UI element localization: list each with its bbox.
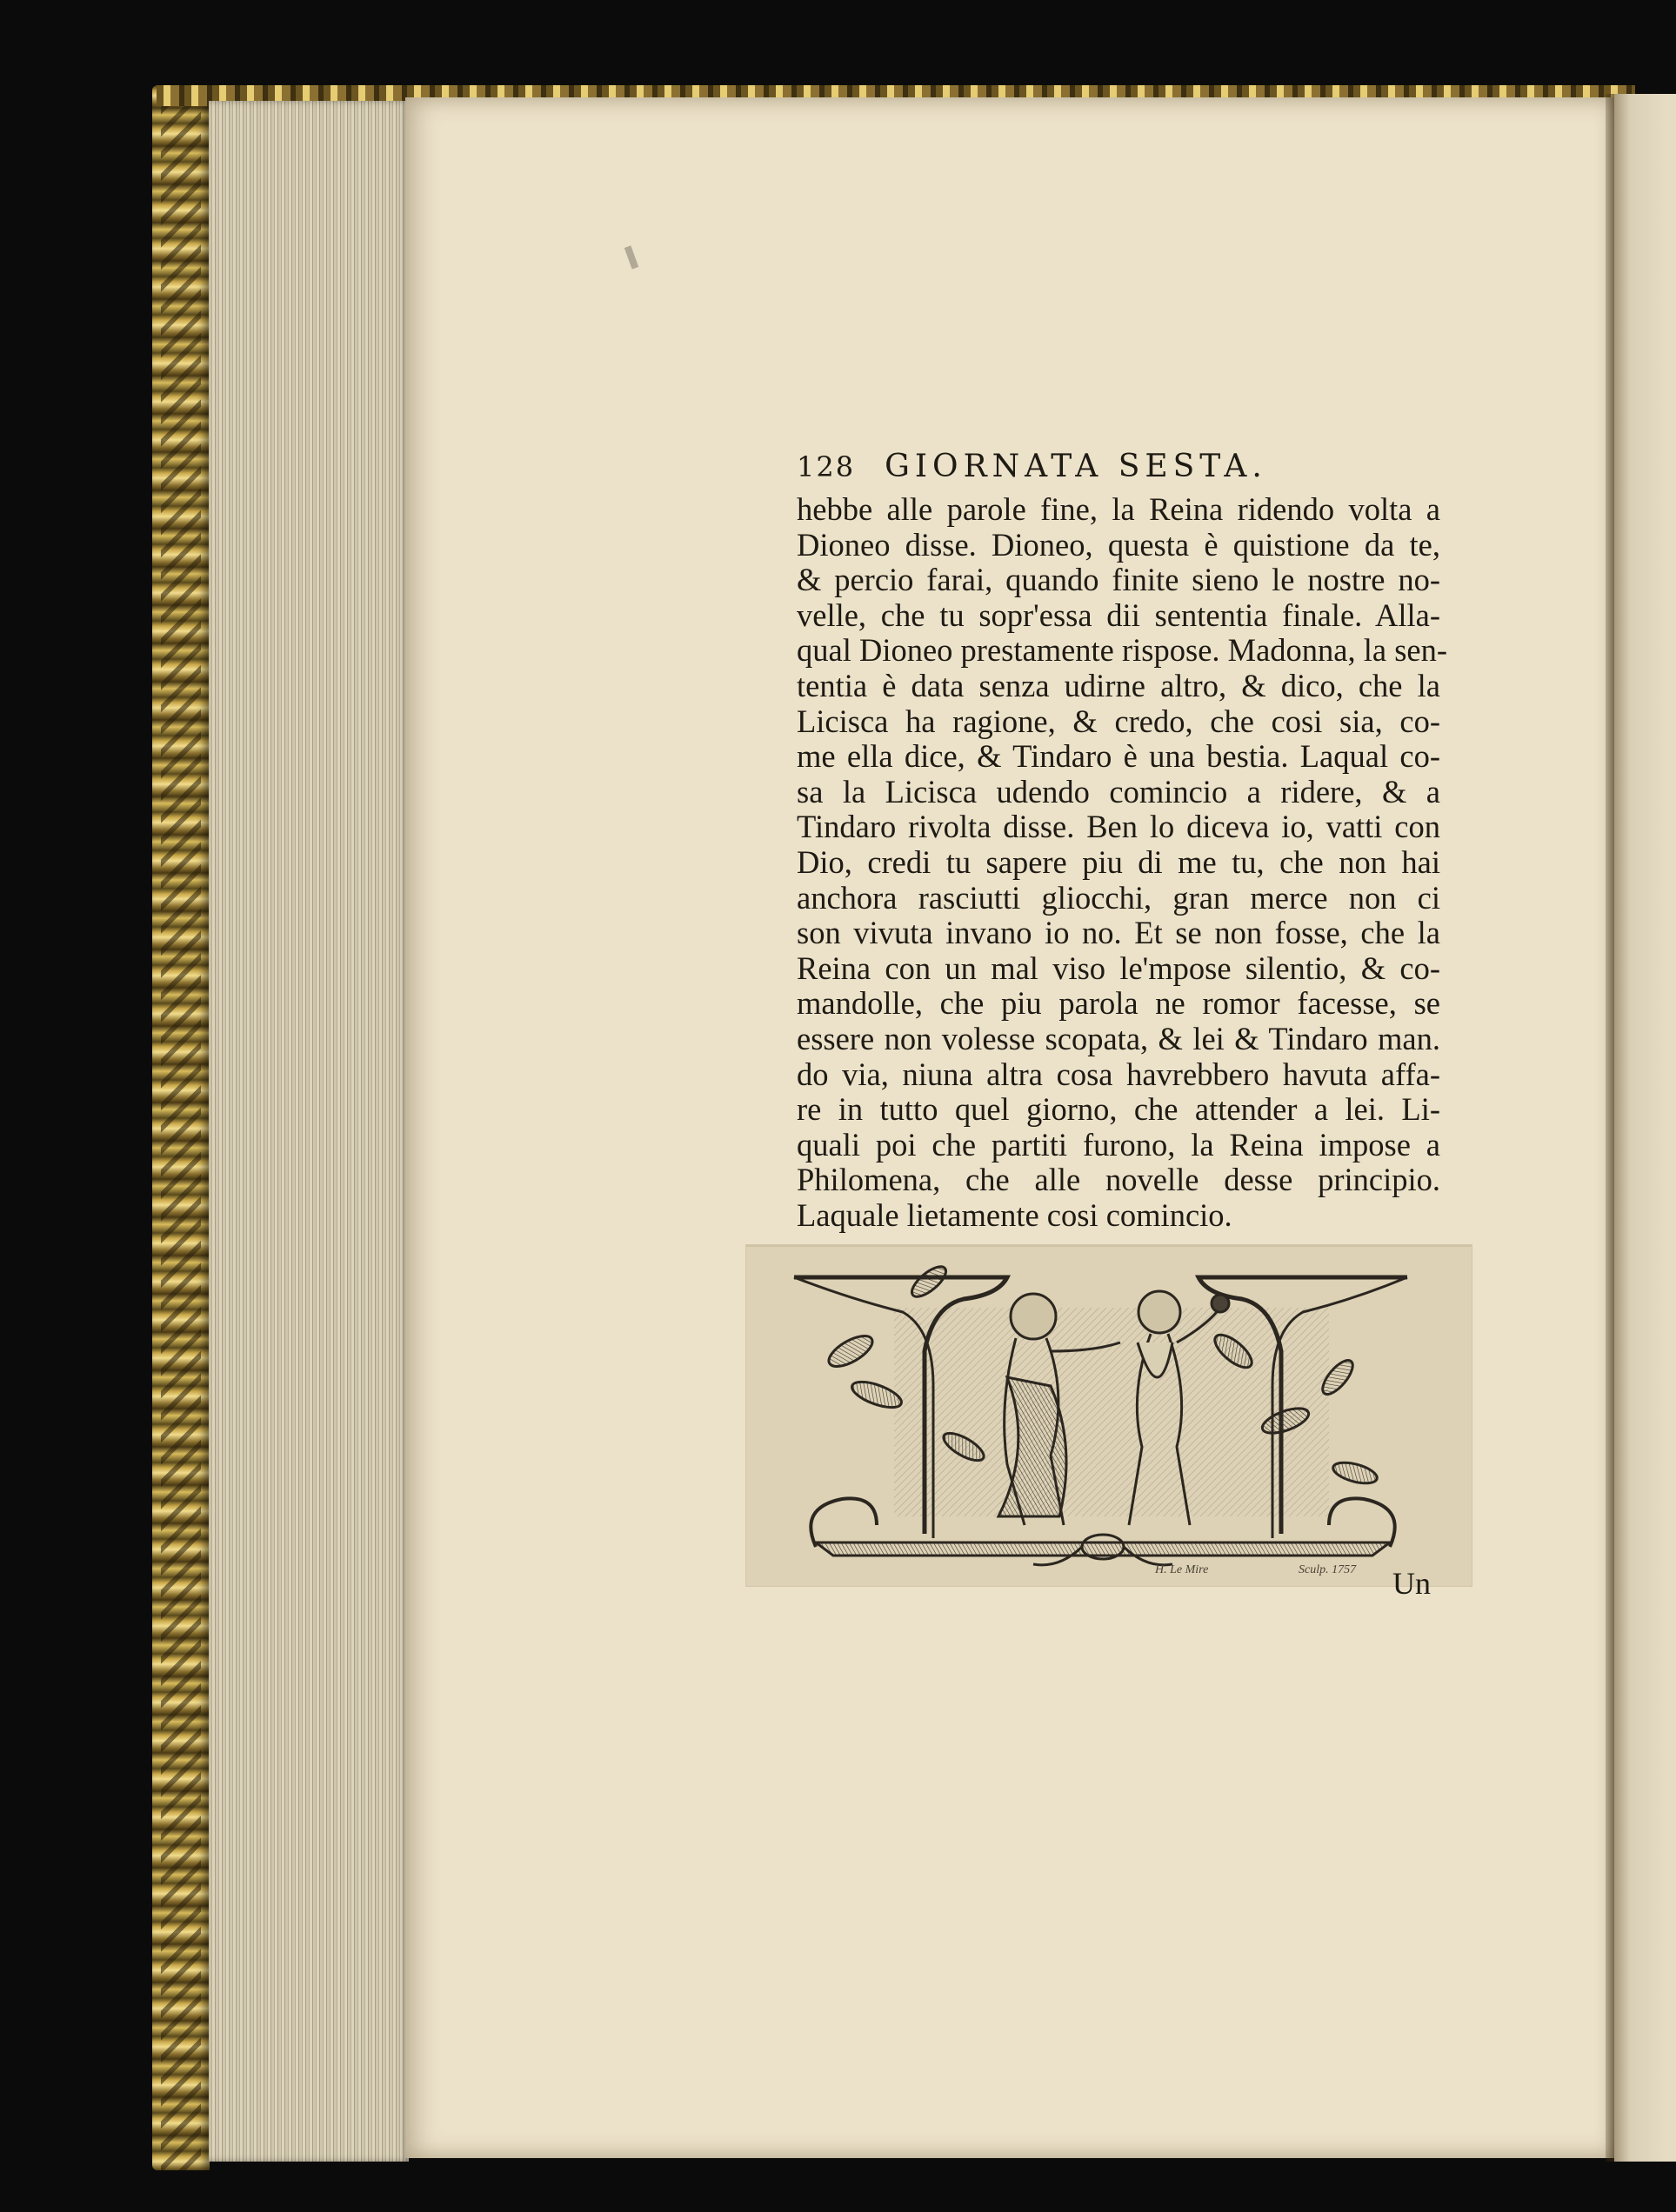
text-line: re in tutto quel giorno, che attender a lei. Li- (797, 1091, 1440, 1128)
text-line: qual Dioneo prestamente rispose. Madonna, la sen- (797, 632, 1448, 669)
running-head: GIORNATA SESTA. (885, 449, 1267, 484)
text-line: quali poi che partiti furono, la Reina impose a (797, 1126, 1440, 1163)
text-line: Tindaro rivolta disse. Ben lo diceva io, vatti con (797, 809, 1440, 845)
text-line: hebbe alle parole fine, la Reina ridendo volta a (797, 491, 1440, 527)
gilt-spine (152, 85, 210, 2170)
page-number: 128 (797, 450, 856, 483)
text-line: anchora rasciutti gliocchi, gran merce non ci (797, 879, 1440, 916)
text-line: essere non volesse scopata, & lei & Tindaro man. (797, 1020, 1440, 1056)
facing-page-edge (1614, 94, 1676, 2162)
text-line: sa la Licisca udendo comincio a ridere, & a (797, 773, 1440, 810)
text-line: Reina con un mal viso le'mpose silentio, & co- (797, 949, 1440, 986)
text-line: me ella dice, & Tindaro è una bestia. Laqual co- (797, 738, 1440, 775)
engraving-date: Sculp. 1757 (1299, 1563, 1357, 1576)
page-header (797, 449, 1440, 492)
engraver-signature: H. Le Mire (1155, 1563, 1209, 1576)
text-line: Licisca ha ragione, & credo, che cosi sia, co- (797, 703, 1440, 739)
text-line: Laquale lietamente cosi comincio. (797, 1196, 1232, 1233)
text-line: tentia è data senza udirne altro, & dico, che la (797, 667, 1440, 703)
text-line: son vivuta invano io no. Et se non fosse, che la (797, 915, 1440, 951)
engraved-vignette (746, 1245, 1472, 1586)
text-line: Dio, credi tu sapere piu di me tu, che non hai (797, 843, 1440, 880)
page-edges (209, 101, 409, 2162)
catchword: Un (1392, 1566, 1431, 1601)
text-line: do via, niuna altra cosa havrebbero havuta affa- (797, 1056, 1440, 1092)
text-line: velle, che tu sopr'essa dii sententia finale. Alla- (797, 596, 1440, 633)
vignette-illustration (746, 1247, 1472, 1586)
text-block (797, 449, 1448, 1233)
text-line: mandolle, che piu parola ne romor facesse, se (797, 985, 1440, 1022)
text-line: Dioneo disse. Dioneo, questa è quistione da te, (797, 526, 1440, 563)
text-line: & percio farai, quando finite sieno le nostre no- (797, 562, 1440, 598)
text-line: Philomena, che alle novelle desse principio. (797, 1162, 1440, 1198)
